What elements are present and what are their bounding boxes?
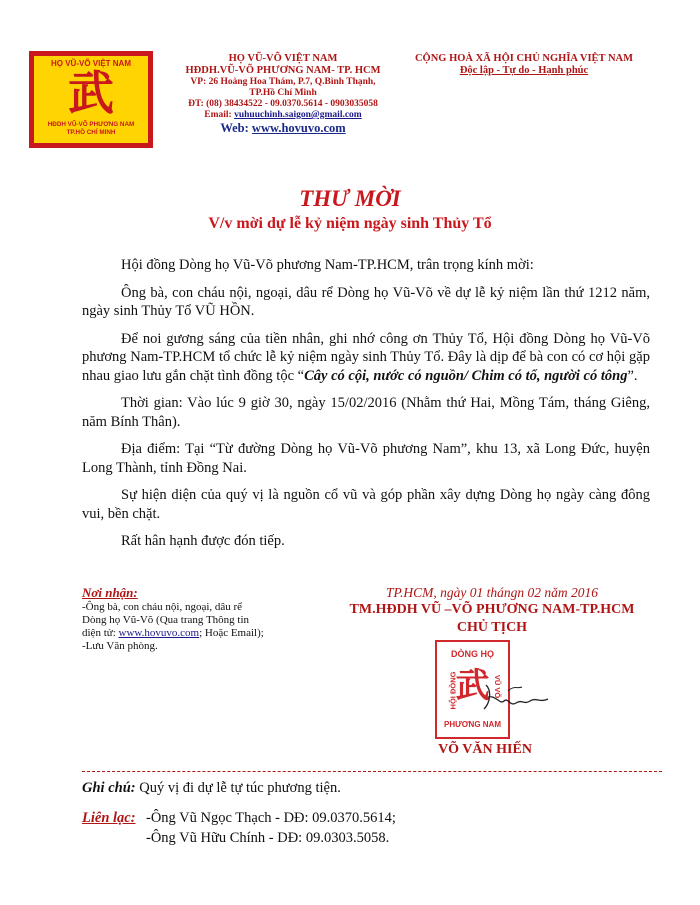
- logo-glyph: 武: [68, 66, 114, 120]
- logo-bottom-text: HĐDH VŨ-VÕ PHƯƠNG NAM TP.HỒ CHÍ MINH: [47, 121, 135, 136]
- letter-body: [82, 256, 650, 560]
- recipients-web-link[interactable]: www.hovuvo.com: [118, 627, 200, 639]
- paragraph-greeting: Hội đồng Dòng họ Vũ-Võ phương Nam-TP.HCM, trân trọng kính mời:: [121, 257, 534, 273]
- signature-org: TM.HĐDH VŨ –VÕ PHƯƠNG NAM-TP.HCM: [349, 602, 635, 617]
- note-line: [82, 779, 662, 797]
- org-branch: HĐDH.VŨ-VÕ PHƯƠNG NAM- TP. HCM: [185, 65, 381, 76]
- org-name: HỌ VŨ-VÕ VIỆT NAM: [228, 53, 338, 64]
- signature-date: TP.HCM, ngày 01 thángn 02 năm 2016: [385, 585, 598, 600]
- contact-line: -Ông Vũ Ngọc Thạch - DĐ: 09.0370.5614;: [146, 810, 396, 826]
- paragraph-closing: Rất hân hạnh được đón tiếp.: [121, 533, 285, 549]
- recipients-block: [82, 585, 332, 653]
- org-address-1: VP: 26 Hoàng Hoa Thám, P.7, Q.Bình Thạnh,: [190, 77, 376, 87]
- document-title: THƯ MỜI: [299, 186, 401, 211]
- org-web-line: Web: www.hovuvo.com: [220, 121, 346, 135]
- dashed-divider: [82, 771, 662, 772]
- document-subtitle: V/v mời dự lễ kỷ niệm ngày sinh Thủy Tổ: [208, 215, 492, 232]
- contact-label: Liên lạc:: [82, 810, 136, 826]
- email-link[interactable]: vuhuuchinh.saigon@gmail.com: [234, 110, 362, 120]
- paragraph-time: Thời gian: Vào lúc 9 giờ 30, ngày 15/02/2016 (Nhằm thứ Hai, Mồng Tám, tháng Giêng, năm Bính Thân).: [82, 395, 650, 430]
- org-address-2: TP.Hồ Chí Minh: [249, 88, 317, 98]
- recipients-heading: Nơi nhận:: [82, 585, 138, 600]
- recipient-line: Dòng họ Vũ-Võ (Qua trang Thông tin: [82, 614, 250, 626]
- paragraph-presence: Sự hiện diện của quý vị là nguồn cổ vũ và góp phần xây dựng Dòng họ ngày càng đông vui, bền chặt.: [82, 487, 650, 522]
- national-header: [398, 53, 650, 77]
- logo: [29, 51, 153, 148]
- recipient-line: diện tử: www.hovuvo.com; Hoặc Email);: [82, 627, 264, 639]
- nation-name: CỘNG HOÀ XÃ HỘI CHỦ NGHĨA VIỆT NAM: [414, 53, 634, 64]
- recipient-line: -Ông bà, con cháu nội, ngoại, dâu rể: [82, 601, 243, 613]
- paragraph-location: Địa điểm: Tại “Từ đường Dòng họ Vũ-Võ phương Nam”, khu 13, xã Long Đức, huyện Long Thành, tỉnh Đồng Nai.: [82, 441, 650, 476]
- handwritten-signature: [478, 681, 558, 715]
- recipient-line: -Lưu Văn phòng.: [82, 640, 158, 652]
- web-link[interactable]: www.hovuvo.com: [251, 121, 346, 135]
- org-phone: ĐT: (08) 38434522 - 09.0370.5614 - 0903035058: [188, 99, 378, 109]
- logo-top-text: HỌ VŨ-VÕ VIỆT NAM: [50, 59, 131, 68]
- proverb: Cây có cội, nước có nguồn/ Chim có tổ, người có tông: [304, 367, 628, 384]
- contact-block: [82, 808, 662, 848]
- paragraph-invitation: Ông bà, con cháu nội, ngoại, dâu rể Dòng họ Vũ-Võ về dự lễ kỷ niệm lần thứ 1212 năm, ngày sinh Thủy Tổ VŨ HỒN.: [82, 284, 650, 319]
- org-header: [178, 53, 388, 136]
- red-seal-stamp: DÒNG HỌ HỘI ĐỒNG VŨ VÕ 武 PHƯƠNG NAM: [435, 640, 510, 739]
- signature-block: [322, 584, 662, 637]
- note-text: Quý vị đi dự lễ tự túc phương tiện.: [135, 780, 341, 796]
- note-label: Ghi chú:: [82, 780, 136, 796]
- signer-name: VÕ VĂN HIẾN: [438, 742, 532, 757]
- org-email-line: Email: vuhuuchinh.saigon@gmail.com: [204, 110, 362, 120]
- paragraph-purpose: Để noi gương sáng của tiền nhân, ghi nhớ công ơn Thủy Tổ, Hội đồng Dòng họ Vũ-Võ phương Nam-TP.HCM tổ chức lễ kỷ niệm ngày sinh Thủy Tổ. Đây là dịp để bà con có cơ hội gặp nhau giao lưu gắn chặt tình đồng tộc “Cây có cội, nước có nguồn/ Chim có tổ, người có tông”.: [82, 330, 650, 384]
- nation-motto: Độc lập - Tự do - Hạnh phúc: [459, 65, 589, 76]
- signature-role: CHỦ TỊCH: [456, 620, 528, 635]
- contact-line: -Ông Vũ Hữu Chính - DĐ: 09.0303.5058.: [146, 830, 390, 846]
